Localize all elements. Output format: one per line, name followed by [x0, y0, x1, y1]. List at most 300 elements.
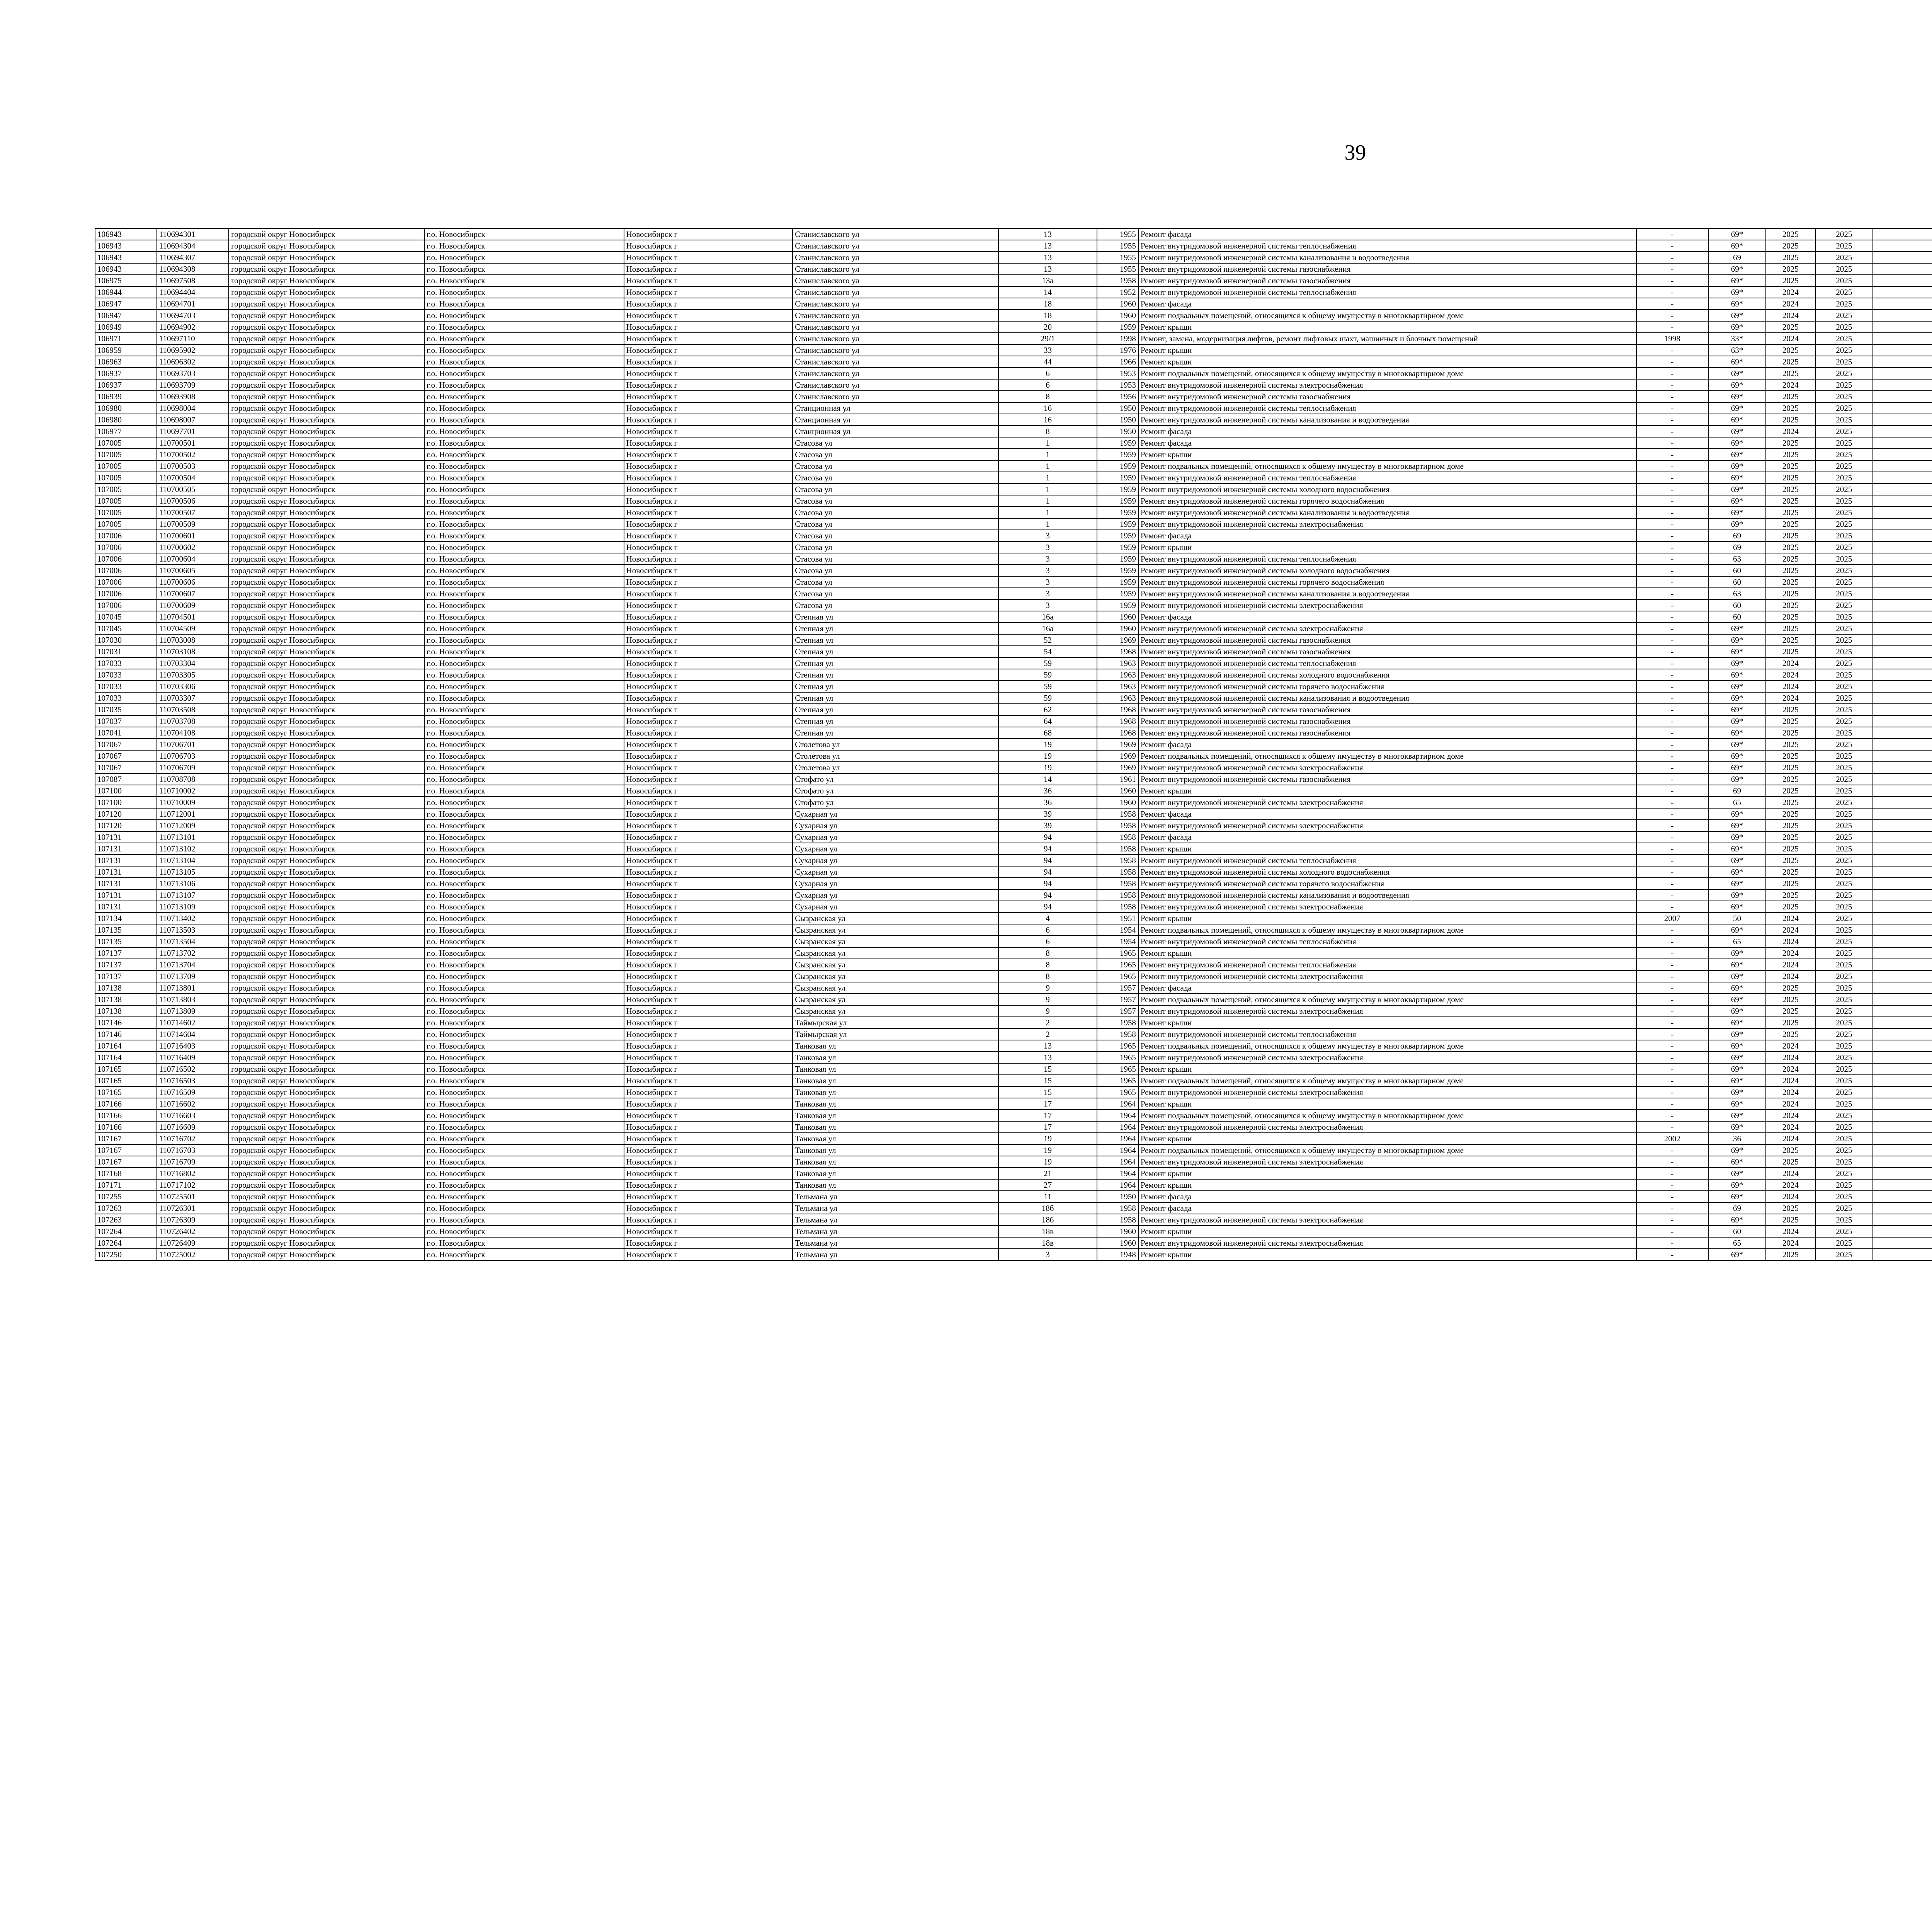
cell-work-id: 110714604 [157, 1028, 229, 1040]
cell-settlement: Новосибирск г [624, 657, 793, 669]
cell-last-repair-year: - [1636, 785, 1708, 797]
cell-house-id: 106937 [95, 368, 157, 379]
cell-work-type: Ремонт фасада [1138, 611, 1636, 623]
cell-build-year: 1965 [1097, 959, 1138, 970]
cell-plan-end-year: 2025 [1815, 1237, 1873, 1249]
cell-settlement: Новосибирск г [624, 1156, 793, 1168]
cell-wear-percent: 69 [1708, 1202, 1766, 1214]
cell-total-cost [1873, 1086, 1932, 1098]
cell-settlement: Новосибирск г [624, 681, 793, 692]
cell-build-year: 1957 [1097, 1005, 1138, 1017]
cell-street: Станиславского ул [793, 333, 998, 344]
cell-plan-start-year: 2024 [1766, 333, 1815, 344]
cell-plan-end-year: 2025 [1815, 739, 1873, 750]
cell-wear-percent: 69* [1708, 959, 1766, 970]
cell-work-type: Ремонт внутридомовой инженерной системы теплоснабжения [1138, 855, 1636, 866]
cell-total-cost [1873, 889, 1932, 901]
cell-municipality: г.о. Новосибирск [424, 252, 624, 263]
cell-last-repair-year: - [1636, 553, 1708, 565]
cell-house-id: 107137 [95, 970, 157, 982]
cell-house-number: 94 [998, 889, 1097, 901]
cell-plan-end-year: 2025 [1815, 913, 1873, 924]
cell-street: Танковая ул [793, 1121, 998, 1133]
cell-municipal-district: городской округ Новосибирск [229, 959, 424, 970]
cell-street: Сызранская ул [793, 959, 998, 970]
cell-build-year: 1950 [1097, 426, 1138, 437]
cell-house-number: 8 [998, 947, 1097, 959]
cell-work-type: Ремонт фасада [1138, 228, 1636, 240]
cell-municipality: г.о. Новосибирск [424, 1133, 624, 1144]
cell-work-type: Ремонт внутридомовой инженерной системы канализования и водоотведения [1138, 588, 1636, 599]
cell-plan-end-year: 2025 [1815, 646, 1873, 657]
cell-work-id: 110713704 [157, 959, 229, 970]
cell-municipal-district: городской округ Новосибирск [229, 715, 424, 727]
cell-house-number: 21 [998, 1168, 1097, 1179]
cell-house-number: 94 [998, 855, 1097, 866]
cell-settlement: Новосибирск г [624, 530, 793, 541]
cell-work-type: Ремонт внутридомовой инженерной системы канализования и водоотведения [1138, 692, 1636, 704]
cell-municipal-district: городской округ Новосибирск [229, 901, 424, 913]
cell-last-repair-year: - [1636, 692, 1708, 704]
cell-house-number: 52 [998, 634, 1097, 646]
cell-work-id: 110713504 [157, 936, 229, 947]
cell-plan-start-year: 2025 [1766, 263, 1815, 275]
cell-municipality: г.о. Новосибирск [424, 437, 624, 449]
cell-work-type: Ремонт крыши [1138, 1133, 1636, 1144]
cell-municipality: г.о. Новосибирск [424, 379, 624, 391]
cell-street: Танковая ул [793, 1086, 998, 1098]
cell-municipal-district: городской округ Новосибирск [229, 646, 424, 657]
cell-house-number: 3 [998, 1249, 1097, 1260]
cell-work-type: Ремонт подвальных помещений, относящихся к общему имуществу в многоквартирном доме [1138, 1040, 1636, 1052]
cell-municipal-district: городской округ Новосибирск [229, 333, 424, 344]
cell-total-cost [1873, 252, 1932, 263]
cell-total-cost [1873, 1063, 1932, 1075]
cell-municipal-district: городской округ Новосибирск [229, 344, 424, 356]
cell-last-repair-year: - [1636, 727, 1708, 739]
cell-municipality: г.о. Новосибирск [424, 298, 624, 310]
cell-municipality: г.о. Новосибирск [424, 808, 624, 820]
cell-work-type: Ремонт внутридомовой инженерной системы теплоснабжения [1138, 286, 1636, 298]
cell-work-id: 110700604 [157, 553, 229, 565]
cell-work-id: 110726309 [157, 1214, 229, 1226]
cell-municipal-district: городской округ Новосибирск [229, 1249, 424, 1260]
cell-municipality: г.о. Новосибирск [424, 715, 624, 727]
cell-house-number: 8 [998, 391, 1097, 402]
cell-municipal-district: городской округ Новосибирск [229, 924, 424, 936]
cell-wear-percent: 33* [1708, 333, 1766, 344]
cell-work-id: 110706709 [157, 762, 229, 773]
cell-municipal-district: городской округ Новосибирск [229, 530, 424, 541]
cell-work-id: 110700609 [157, 599, 229, 611]
cell-municipality: г.о. Новосибирск [424, 646, 624, 657]
cell-last-repair-year: - [1636, 530, 1708, 541]
table-row [95, 681, 1932, 692]
cell-total-cost [1873, 368, 1932, 379]
cell-total-cost [1873, 275, 1932, 286]
cell-municipal-district: городской округ Новосибирск [229, 460, 424, 472]
cell-wear-percent: 69* [1708, 1144, 1766, 1156]
cell-street: Стасова ул [793, 541, 998, 553]
cell-total-cost [1873, 1226, 1932, 1237]
cell-work-id: 110713702 [157, 947, 229, 959]
cell-build-year: 1958 [1097, 1028, 1138, 1040]
cell-build-year: 1958 [1097, 831, 1138, 843]
cell-work-type: Ремонт внутридомовой инженерной системы теплоснабжения [1138, 402, 1636, 414]
cell-plan-end-year: 2025 [1815, 1202, 1873, 1214]
cell-build-year: 1969 [1097, 750, 1138, 762]
cell-street: Стасова ул [793, 576, 998, 588]
cell-municipality: г.о. Новосибирск [424, 275, 624, 286]
cell-plan-end-year: 2025 [1815, 1098, 1873, 1110]
cell-work-type: Ремонт подвальных помещений, относящихся к общему имуществу в многоквартирном доме [1138, 750, 1636, 762]
cell-plan-start-year: 2025 [1766, 599, 1815, 611]
cell-work-id: 110713102 [157, 843, 229, 855]
cell-plan-start-year: 2025 [1766, 611, 1815, 623]
cell-wear-percent: 69* [1708, 1028, 1766, 1040]
cell-settlement: Новосибирск г [624, 936, 793, 947]
cell-house-number: 15 [998, 1063, 1097, 1075]
cell-municipal-district: городской округ Новосибирск [229, 1237, 424, 1249]
cell-plan-start-year: 2025 [1766, 495, 1815, 507]
cell-wear-percent: 69* [1708, 1005, 1766, 1017]
cell-wear-percent: 69* [1708, 924, 1766, 936]
cell-house-number: 15 [998, 1086, 1097, 1098]
cell-street: Сызранская ул [793, 970, 998, 982]
cell-plan-end-year: 2025 [1815, 831, 1873, 843]
cell-settlement: Новосибирск г [624, 1098, 793, 1110]
cell-wear-percent: 69* [1708, 750, 1766, 762]
cell-plan-start-year: 2024 [1766, 426, 1815, 437]
cell-house-number: 1 [998, 472, 1097, 484]
cell-plan-end-year: 2025 [1815, 1226, 1873, 1237]
cell-work-id: 110704509 [157, 623, 229, 634]
cell-plan-start-year: 2025 [1766, 228, 1815, 240]
cell-settlement: Новосибирск г [624, 750, 793, 762]
cell-total-cost [1873, 1028, 1932, 1040]
cell-wear-percent: 65 [1708, 1237, 1766, 1249]
cell-build-year: 1960 [1097, 310, 1138, 321]
cell-wear-percent: 69* [1708, 1017, 1766, 1028]
cell-street: Станционная ул [793, 414, 998, 426]
cell-build-year: 1960 [1097, 611, 1138, 623]
cell-last-repair-year: - [1636, 402, 1708, 414]
cell-work-id: 110713109 [157, 901, 229, 913]
cell-work-type: Ремонт фасада [1138, 739, 1636, 750]
cell-street: Столетова ул [793, 739, 998, 750]
cell-work-id: 110725002 [157, 1249, 229, 1260]
cell-house-id: 106937 [95, 379, 157, 391]
cell-work-id: 110700605 [157, 565, 229, 576]
cell-work-id: 110713101 [157, 831, 229, 843]
table-row [95, 646, 1932, 657]
cell-wear-percent: 69* [1708, 472, 1766, 484]
cell-total-cost [1873, 379, 1932, 391]
cell-settlement: Новосибирск г [624, 576, 793, 588]
cell-house-number: 94 [998, 831, 1097, 843]
cell-work-id: 110700504 [157, 472, 229, 484]
cell-total-cost [1873, 739, 1932, 750]
cell-wear-percent: 69* [1708, 866, 1766, 878]
cell-total-cost [1873, 518, 1932, 530]
cell-build-year: 1956 [1097, 391, 1138, 402]
cell-wear-percent: 69* [1708, 484, 1766, 495]
cell-work-type: Ремонт внутридомовой инженерной системы горячего водоснабжения [1138, 576, 1636, 588]
table-row [95, 634, 1932, 646]
cell-last-repair-year: - [1636, 634, 1708, 646]
table-row [95, 1052, 1932, 1063]
cell-wear-percent: 69* [1708, 1098, 1766, 1110]
cell-settlement: Новосибирск г [624, 1226, 793, 1237]
cell-plan-end-year: 2025 [1815, 982, 1873, 994]
cell-house-id: 107120 [95, 820, 157, 831]
cell-last-repair-year: 2002 [1636, 1133, 1708, 1144]
cell-municipality: г.о. Новосибирск [424, 240, 624, 252]
cell-street: Стофато ул [793, 773, 998, 785]
cell-street: Сызранская ул [793, 994, 998, 1005]
cell-plan-start-year: 2025 [1766, 831, 1815, 843]
cell-work-id: 110697508 [157, 275, 229, 286]
cell-last-repair-year: - [1636, 901, 1708, 913]
cell-last-repair-year: - [1636, 878, 1708, 889]
cell-plan-end-year: 2025 [1815, 889, 1873, 901]
cell-plan-end-year: 2025 [1815, 843, 1873, 855]
table-row [95, 484, 1932, 495]
cell-house-id: 107166 [95, 1098, 157, 1110]
cell-wear-percent: 69 [1708, 530, 1766, 541]
cell-house-number: 2 [998, 1017, 1097, 1028]
table-row [95, 1156, 1932, 1168]
cell-work-id: 110716502 [157, 1063, 229, 1075]
cell-wear-percent: 69* [1708, 495, 1766, 507]
cell-total-cost [1873, 1098, 1932, 1110]
cell-house-number: 36 [998, 785, 1097, 797]
cell-wear-percent: 69 [1708, 541, 1766, 553]
cell-street: Тельмана ул [793, 1214, 998, 1226]
cell-build-year: 1958 [1097, 1202, 1138, 1214]
cell-build-year: 1959 [1097, 507, 1138, 518]
cell-municipality: г.о. Новосибирск [424, 773, 624, 785]
cell-total-cost [1873, 704, 1932, 715]
cell-municipal-district: городской округ Новосибирск [229, 1110, 424, 1121]
cell-street: Станиславского ул [793, 298, 998, 310]
cell-last-repair-year: - [1636, 541, 1708, 553]
cell-street: Тельмана ул [793, 1249, 998, 1260]
cell-settlement: Новосибирск г [624, 565, 793, 576]
cell-settlement: Новосибирск г [624, 1086, 793, 1098]
cell-wear-percent: 69* [1708, 1214, 1766, 1226]
cell-house-number: 6 [998, 936, 1097, 947]
cell-work-type: Ремонт внутридомовой инженерной системы электроснабжения [1138, 901, 1636, 913]
table-row [95, 855, 1932, 866]
cell-municipal-district: городской округ Новосибирск [229, 1052, 424, 1063]
cell-house-number: 59 [998, 669, 1097, 681]
cell-settlement: Новосибирск г [624, 797, 793, 808]
cell-municipality: г.о. Новосибирск [424, 1028, 624, 1040]
cell-municipal-district: городской округ Новосибирск [229, 808, 424, 820]
table-row [95, 263, 1932, 275]
cell-municipal-district: городской округ Новосибирск [229, 1156, 424, 1168]
cell-work-type: Ремонт внутридомовой инженерной системы электроснабжения [1138, 518, 1636, 530]
cell-wear-percent: 69 [1708, 252, 1766, 263]
cell-work-type: Ремонт крыши [1138, 1249, 1636, 1260]
cell-wear-percent: 69* [1708, 460, 1766, 472]
table-row [95, 414, 1932, 426]
cell-house-id: 107131 [95, 855, 157, 866]
cell-settlement: Новосибирск г [624, 368, 793, 379]
cell-build-year: 1968 [1097, 646, 1138, 657]
cell-house-id: 107006 [95, 576, 157, 588]
cell-total-cost [1873, 657, 1932, 669]
cell-wear-percent: 69* [1708, 402, 1766, 414]
cell-last-repair-year: - [1636, 588, 1708, 599]
cell-plan-start-year: 2025 [1766, 449, 1815, 460]
cell-municipality: г.о. Новосибирск [424, 1191, 624, 1202]
cell-plan-start-year: 2025 [1766, 820, 1815, 831]
cell-last-repair-year: - [1636, 310, 1708, 321]
cell-plan-start-year: 2025 [1766, 715, 1815, 727]
cell-wear-percent: 69* [1708, 275, 1766, 286]
cell-last-repair-year: - [1636, 344, 1708, 356]
cell-work-id: 110694902 [157, 321, 229, 333]
table-row [95, 460, 1932, 472]
cell-plan-start-year: 2025 [1766, 773, 1815, 785]
cell-house-number: 3 [998, 576, 1097, 588]
cell-street: Степная ул [793, 623, 998, 634]
cell-total-cost [1873, 426, 1932, 437]
cell-settlement: Новосибирск г [624, 518, 793, 530]
table-row [95, 252, 1932, 263]
cell-house-id: 107264 [95, 1226, 157, 1237]
cell-plan-end-year: 2025 [1815, 530, 1873, 541]
cell-street: Сызранская ул [793, 982, 998, 994]
cell-wear-percent: 65 [1708, 936, 1766, 947]
cell-build-year: 1959 [1097, 576, 1138, 588]
cell-house-id: 107263 [95, 1202, 157, 1214]
cell-plan-start-year: 2025 [1766, 994, 1815, 1005]
cell-house-id: 107250 [95, 1249, 157, 1260]
cell-plan-start-year: 2024 [1766, 913, 1815, 924]
cell-house-id: 107005 [95, 518, 157, 530]
cell-build-year: 1966 [1097, 356, 1138, 368]
cell-total-cost [1873, 1168, 1932, 1179]
cell-settlement: Новосибирск г [624, 1110, 793, 1121]
cell-street: Танковая ул [793, 1179, 998, 1191]
cell-total-cost [1873, 553, 1932, 565]
cell-house-id: 107134 [95, 913, 157, 924]
cell-wear-percent: 69* [1708, 391, 1766, 402]
cell-municipal-district: городской округ Новосибирск [229, 518, 424, 530]
cell-last-repair-year: - [1636, 275, 1708, 286]
cell-build-year: 1959 [1097, 588, 1138, 599]
cell-house-id: 107006 [95, 553, 157, 565]
cell-work-type: Ремонт крыши [1138, 1226, 1636, 1237]
cell-build-year: 1968 [1097, 704, 1138, 715]
cell-plan-end-year: 2025 [1815, 414, 1873, 426]
cell-plan-start-year: 2025 [1766, 240, 1815, 252]
cell-last-repair-year: - [1636, 1028, 1708, 1040]
cell-municipality: г.о. Новосибирск [424, 310, 624, 321]
cell-settlement: Новосибирск г [624, 1237, 793, 1249]
cell-house-number: 19 [998, 1156, 1097, 1168]
cell-last-repair-year: - [1636, 970, 1708, 982]
cell-municipality: г.о. Новосибирск [424, 1005, 624, 1017]
table-row [95, 344, 1932, 356]
cell-municipality: г.о. Новосибирск [424, 228, 624, 240]
cell-settlement: Новосибирск г [624, 623, 793, 634]
cell-work-id: 110713801 [157, 982, 229, 994]
cell-municipality: г.о. Новосибирск [424, 565, 624, 576]
cell-wear-percent: 69* [1708, 321, 1766, 333]
cell-work-type: Ремонт внутридомовой инженерной системы теплоснабжения [1138, 936, 1636, 947]
cell-house-id: 107006 [95, 565, 157, 576]
cell-work-id: 110693908 [157, 391, 229, 402]
cell-house-number: 3 [998, 530, 1097, 541]
cell-house-id: 107165 [95, 1063, 157, 1075]
cell-house-number: 16а [998, 623, 1097, 634]
cell-municipal-district: городской округ Новосибирск [229, 553, 424, 565]
cell-work-id: 110714602 [157, 1017, 229, 1028]
cell-street: Стасова ул [793, 530, 998, 541]
table-row [95, 762, 1932, 773]
cell-settlement: Новосибирск г [624, 1005, 793, 1017]
cell-build-year: 1959 [1097, 321, 1138, 333]
table-row [95, 333, 1932, 344]
cell-total-cost [1873, 472, 1932, 484]
cell-house-number: 3 [998, 553, 1097, 565]
cell-work-type: Ремонт фасада [1138, 298, 1636, 310]
cell-last-repair-year: - [1636, 797, 1708, 808]
cell-last-repair-year: - [1636, 681, 1708, 692]
cell-municipality: г.о. Новосибирск [424, 762, 624, 773]
cell-settlement: Новосибирск г [624, 1191, 793, 1202]
cell-work-type: Ремонт крыши [1138, 1179, 1636, 1191]
cell-work-type: Ремонт крыши [1138, 785, 1636, 797]
cell-municipal-district: городской округ Новосибирск [229, 681, 424, 692]
cell-house-number: 19 [998, 762, 1097, 773]
cell-wear-percent: 69* [1708, 1249, 1766, 1260]
cell-municipality: г.о. Новосибирск [424, 959, 624, 970]
cell-house-number: 19 [998, 1133, 1097, 1144]
cell-municipality: г.о. Новосибирск [424, 530, 624, 541]
cell-total-cost [1873, 1133, 1932, 1144]
cell-plan-end-year: 2025 [1815, 959, 1873, 970]
cell-settlement: Новосибирск г [624, 704, 793, 715]
cell-house-id: 107035 [95, 704, 157, 715]
table-row [95, 1040, 1932, 1052]
cell-work-type: Ремонт внутридомовой инженерной системы электроснабжения [1138, 1005, 1636, 1017]
cell-plan-end-year: 2025 [1815, 924, 1873, 936]
cell-street: Стасова ул [793, 518, 998, 530]
cell-total-cost [1873, 495, 1932, 507]
table-row [95, 1121, 1932, 1133]
cell-house-number: 39 [998, 808, 1097, 820]
cell-house-id: 106975 [95, 275, 157, 286]
cell-wear-percent: 69* [1708, 843, 1766, 855]
cell-work-id: 110700503 [157, 460, 229, 472]
cell-street: Тельмана ул [793, 1202, 998, 1214]
cell-wear-percent: 69* [1708, 634, 1766, 646]
cell-work-type: Ремонт внутридомовой инженерной системы электроснабжения [1138, 970, 1636, 982]
cell-plan-end-year: 2025 [1815, 1086, 1873, 1098]
cell-house-number: 17 [998, 1121, 1097, 1133]
cell-street: Станиславского ул [793, 356, 998, 368]
cell-plan-end-year: 2025 [1815, 1052, 1873, 1063]
cell-build-year: 1965 [1097, 1052, 1138, 1063]
cell-house-id: 106977 [95, 426, 157, 437]
table-row [95, 924, 1932, 936]
cell-municipal-district: городской округ Новосибирск [229, 1017, 424, 1028]
